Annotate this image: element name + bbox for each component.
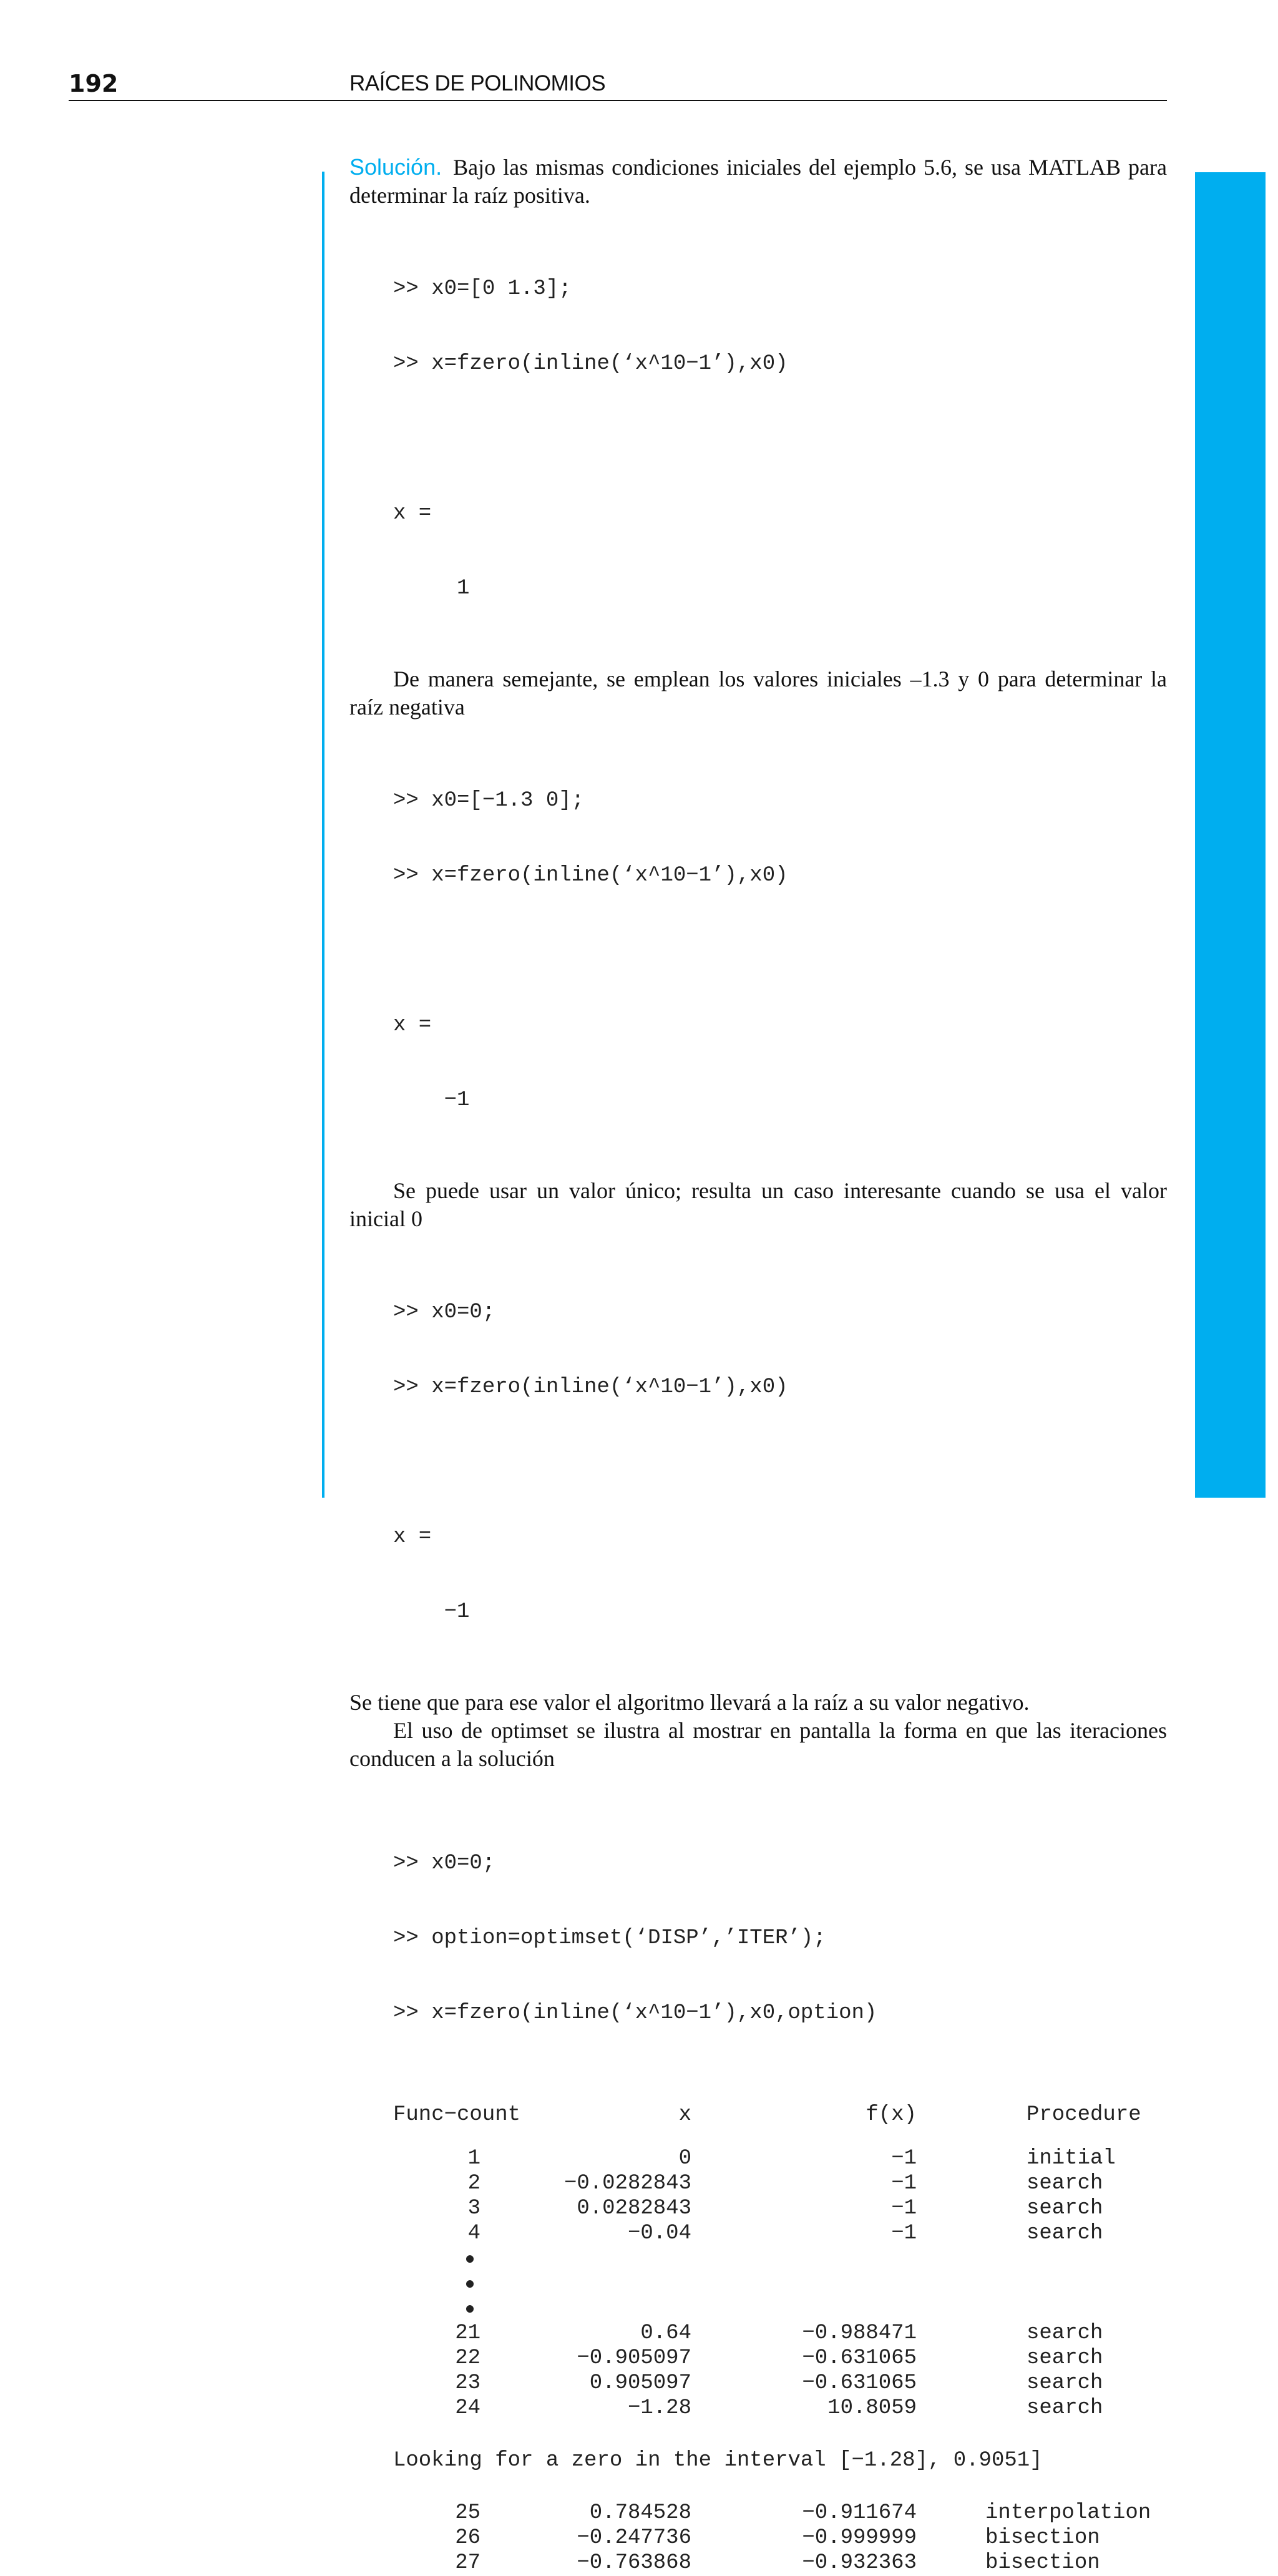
cell-fx: −1 — [891, 2147, 917, 2170]
cell-x: −0.0282843 — [563, 2172, 691, 2195]
header-fx: f(x) — [866, 2103, 917, 2127]
code-line: x = — [393, 502, 432, 525]
solution-label: Solución. — [349, 154, 442, 180]
cell-fx: −1 — [891, 2172, 917, 2195]
cell-procedure: search — [1027, 2346, 1103, 2370]
table-row — [393, 2371, 1167, 2396]
code-line: x = — [393, 1013, 432, 1037]
code-line: 1 — [393, 577, 470, 600]
table-row — [393, 2321, 1167, 2346]
cell-procedure: search — [1027, 2321, 1103, 2345]
side-thumb-tab — [1195, 172, 1266, 1498]
cell-count: 26 — [455, 2526, 480, 2550]
interval-line — [393, 2449, 1167, 2474]
header-rule — [69, 100, 1167, 101]
cell-fx: −0.911674 — [802, 2501, 917, 2525]
code-block-2 — [349, 738, 1167, 1163]
code-line: >> x0=[−1.3 0]; — [393, 789, 585, 812]
table-row — [393, 2501, 1167, 2526]
page-number: 192 — [69, 70, 119, 97]
table-row — [393, 2197, 1167, 2222]
cell-procedure: search — [1027, 2222, 1103, 2245]
cell-fx: −0.631065 — [802, 2371, 917, 2395]
cell-x: 0 — [678, 2147, 691, 2170]
cell-fx: −1 — [891, 2222, 917, 2245]
cell-count: 22 — [455, 2346, 480, 2370]
margin-accent-rule — [322, 172, 324, 1498]
iteration-table — [393, 2103, 1167, 2576]
code-line: x = — [393, 1525, 432, 1549]
cell-x: −1.28 — [627, 2396, 691, 2420]
code-line: >> x=fzero(inline(‘x^10−1’),x0) — [393, 352, 788, 376]
cell-procedure: search — [1027, 2197, 1103, 2220]
table-row — [393, 2147, 1167, 2172]
cell-count: 21 — [455, 2321, 480, 2345]
table-row — [393, 2172, 1167, 2197]
bullet-dot-icon — [466, 2255, 474, 2263]
code-line: >> x0=0; — [393, 1300, 495, 1324]
cell-count: 25 — [455, 2501, 480, 2525]
cell-procedure: search — [1027, 2396, 1103, 2420]
code-line — [393, 938, 1167, 963]
code-block-1 — [349, 227, 1167, 651]
cell-procedure: interpolation — [985, 2501, 1151, 2525]
cell-count: 24 — [455, 2396, 480, 2420]
bullet-dot-icon — [466, 2280, 474, 2288]
cell-fx: −0.932363 — [802, 2551, 917, 2575]
paragraph-2: De manera semejante, se emplean los valores iniciales –1.3 y 0 para determinar la raíz negativa — [349, 666, 1167, 720]
cell-x: 0.0282843 — [577, 2197, 691, 2220]
cell-fx: −0.631065 — [802, 2346, 917, 2370]
para-1-text: Bajo las mismas condiciones iniciales del ejemplo 5.6, se usa MATLAB para determinar la raíz positiva. — [349, 155, 1167, 208]
header-x: x — [678, 2103, 691, 2127]
code-line: −1 — [393, 1600, 470, 1624]
cell-procedure: initial — [1027, 2147, 1116, 2170]
cell-fx: 10.8059 — [827, 2396, 917, 2420]
cell-x: −0.763868 — [577, 2551, 691, 2575]
cell-count: 27 — [455, 2551, 480, 2575]
code-line: −1 — [393, 1088, 470, 1112]
chapter-title: RAÍCES DE POLINOMIOS — [349, 71, 606, 95]
cell-count: 1 — [467, 2147, 480, 2170]
cell-count: 2 — [467, 2172, 480, 2195]
bullet-dot-icon — [466, 2305, 474, 2313]
code-line: >> option=optimset(‘DISP’,’ITER’); — [393, 1926, 826, 1950]
cell-fx: −1 — [891, 2197, 917, 2220]
table-row — [393, 2346, 1167, 2371]
cell-count: 4 — [467, 2222, 480, 2245]
cell-fx: −0.999999 — [802, 2526, 917, 2550]
cell-count: 3 — [467, 2197, 480, 2220]
code-block-3 — [349, 1250, 1167, 1674]
code-line: >> x=fzero(inline(‘x^10−1’),x0) — [393, 1375, 788, 1399]
cell-x: −0.247736 — [577, 2526, 691, 2550]
cell-count: 23 — [455, 2371, 480, 2395]
code-line — [393, 426, 1167, 451]
ellipsis-dot — [393, 2271, 1167, 2296]
cell-procedure: search — [1027, 2371, 1103, 2395]
paragraph-4: Se tiene que para ese valor el algoritmo llevará a la raíz a su valor negativo. — [349, 1690, 1030, 1715]
page-content — [349, 153, 1167, 2576]
cell-x: −0.04 — [627, 2222, 691, 2245]
ellipsis-dot — [393, 2247, 1167, 2271]
table-row — [393, 2551, 1167, 2576]
cell-procedure: bisection — [985, 2551, 1100, 2575]
cell-x: 0.905097 — [589, 2371, 691, 2395]
cell-procedure: bisection — [985, 2526, 1100, 2550]
cell-procedure: search — [1027, 2172, 1103, 2195]
code-line: >> x=fzero(inline(‘x^10−1’),x0,option) — [393, 2001, 877, 2025]
cell-x: 0.64 — [640, 2321, 691, 2345]
code-line: >> x0=[0 1.3]; — [393, 277, 572, 301]
cell-fx: −0.988471 — [802, 2321, 917, 2345]
solution-paragraph — [349, 153, 1167, 210]
interval-text: Looking for a zero in the interval [−1.28], 0.9051] — [393, 2449, 1043, 2472]
table-row — [393, 2526, 1167, 2551]
cell-x: −0.905097 — [577, 2346, 691, 2370]
paragraph-3: Se puede usar un valor único; resulta un caso interesante cuando se usa el valor inicial 0 — [349, 1178, 1167, 1231]
header-func-count: Func−count — [393, 2103, 521, 2127]
cell-x: 0.784528 — [589, 2501, 691, 2525]
header-procedure: Procedure — [1027, 2103, 1141, 2127]
code-line: >> x0=0; — [393, 1852, 495, 1875]
code-block-4 — [349, 1801, 1167, 2076]
table-row — [393, 2222, 1167, 2247]
ellipsis-dot — [393, 2296, 1167, 2321]
paragraph-5: El uso de optimset se ilustra al mostrar en pantalla la forma en que las iteraciones conducen a la solución — [349, 1718, 1167, 1771]
table-header-row — [393, 2103, 1167, 2128]
code-line: >> x=fzero(inline(‘x^10−1’),x0) — [393, 864, 788, 887]
code-line — [393, 1450, 1167, 1475]
table-row — [393, 2396, 1167, 2421]
